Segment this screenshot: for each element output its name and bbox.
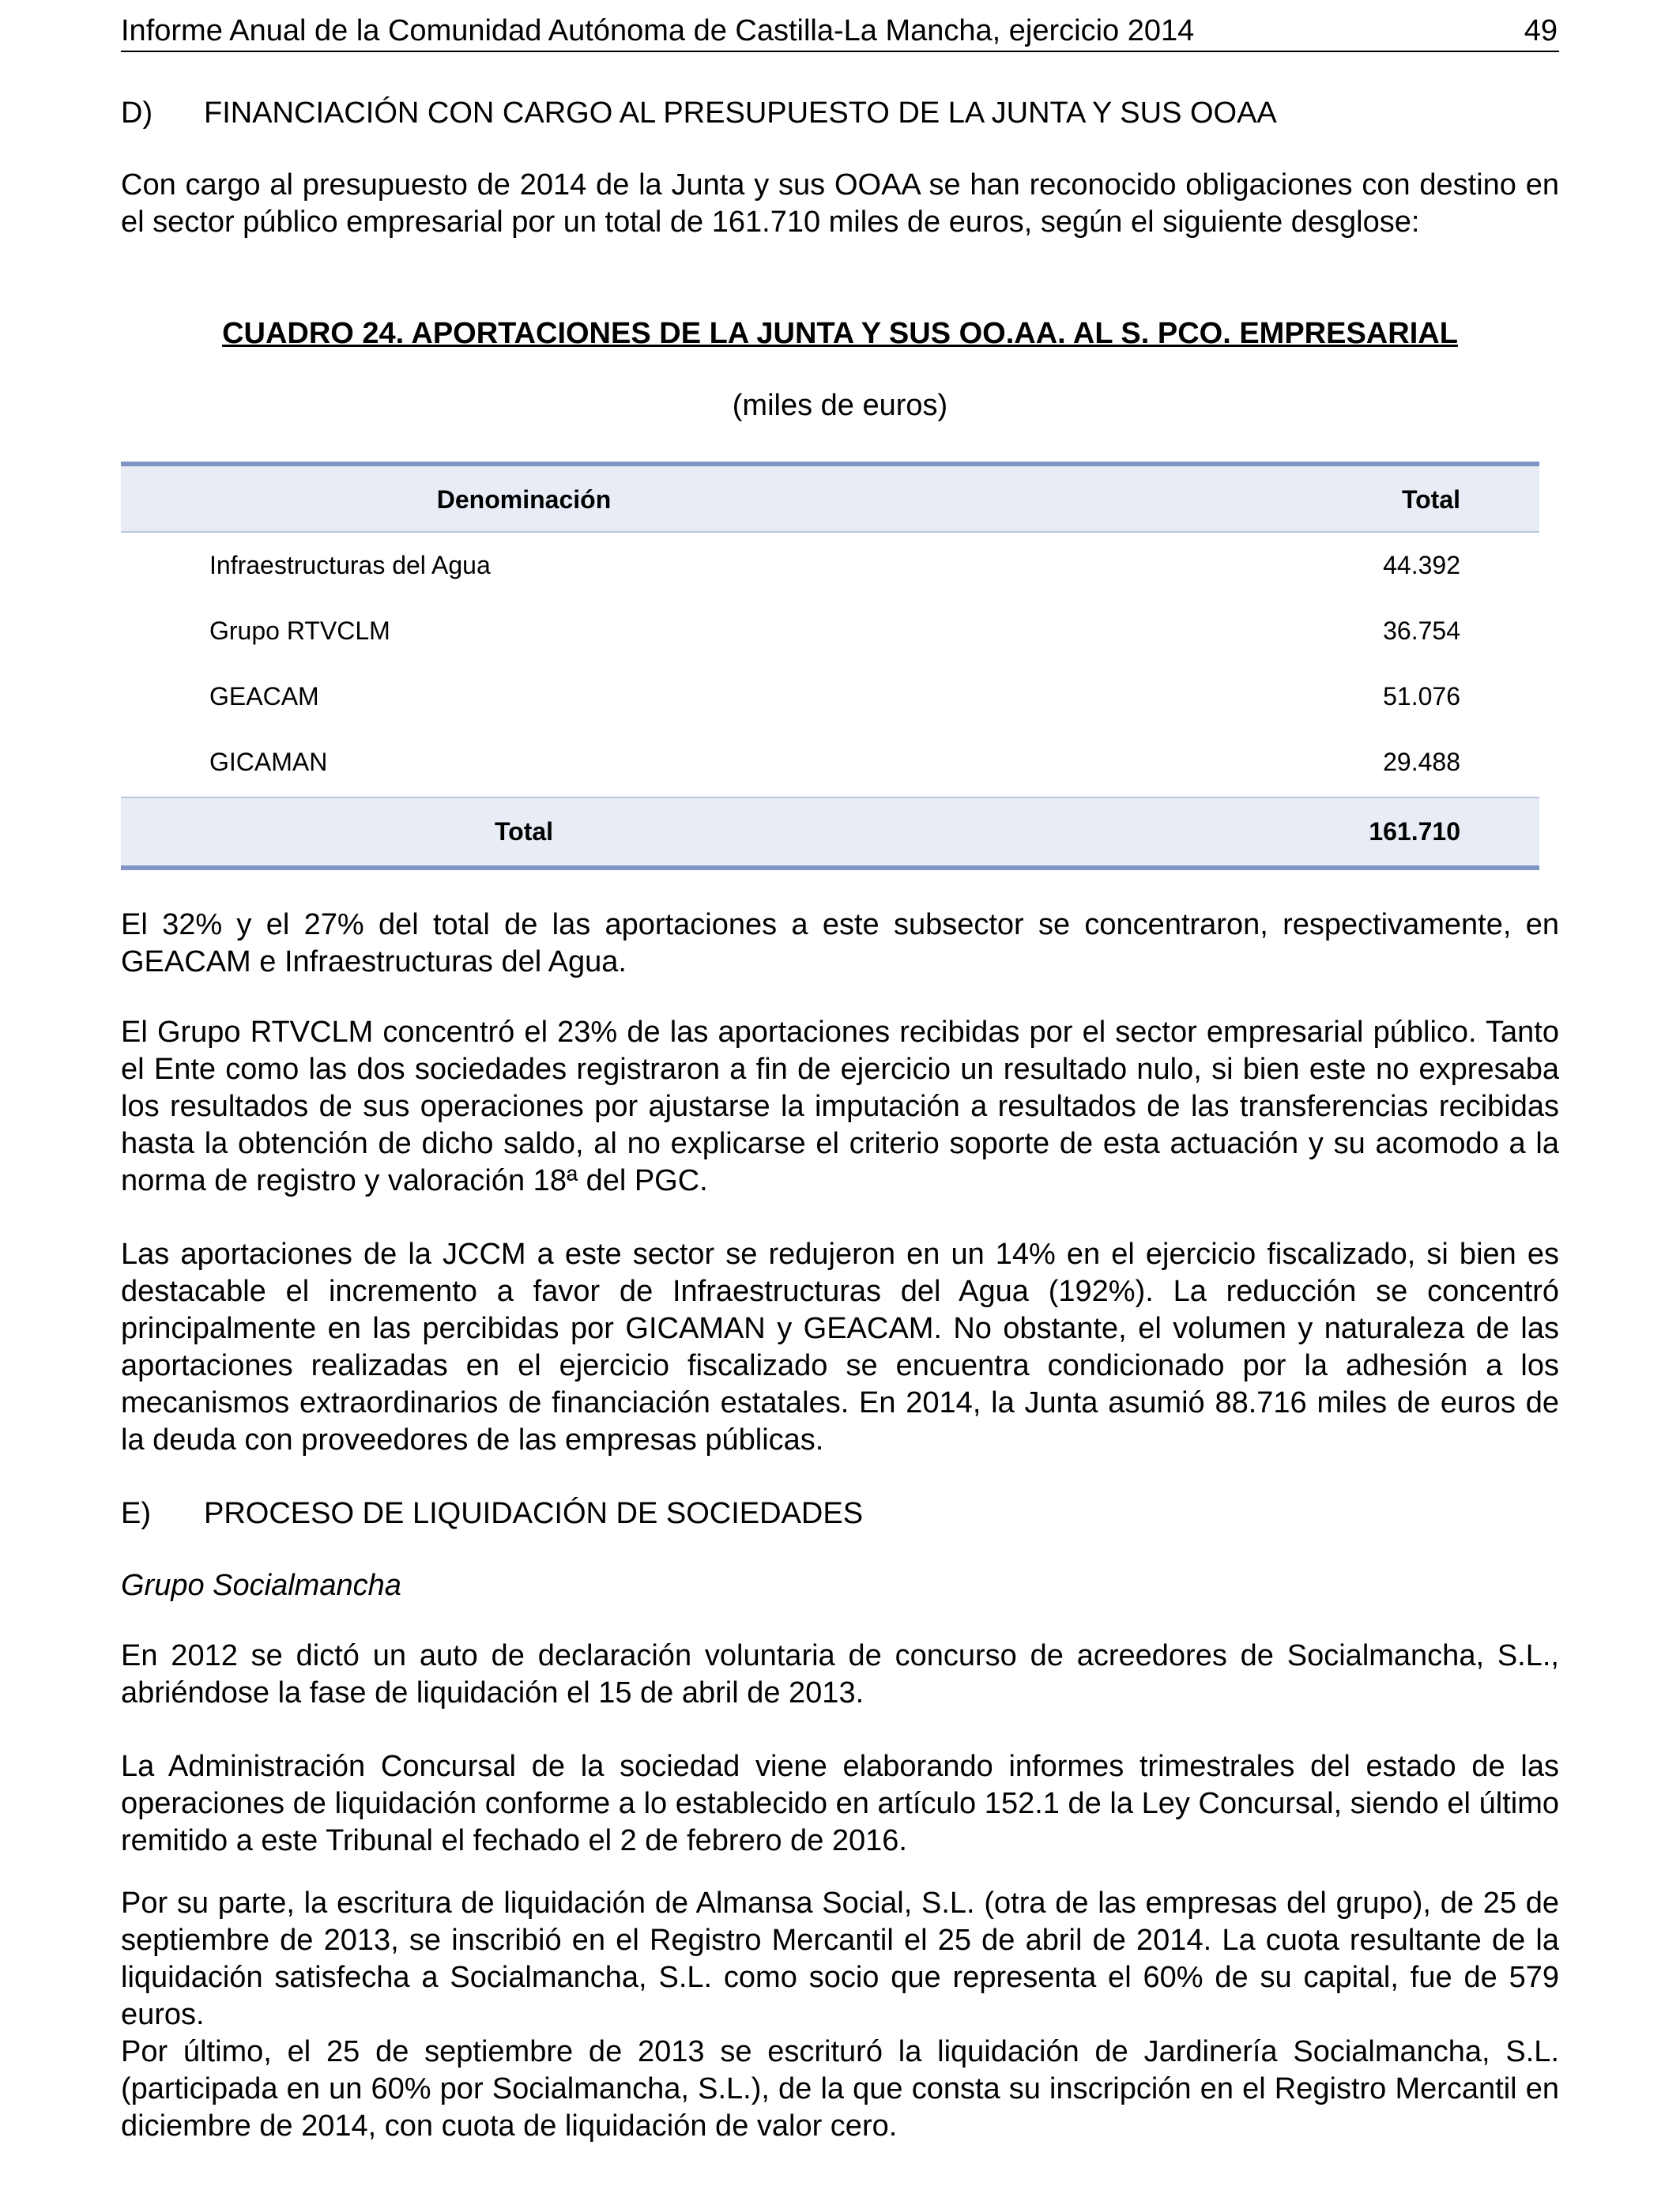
table-row [121,598,1539,664]
section-e-heading [121,1495,863,1532]
total-value: 161.710 [1369,817,1460,846]
col-header-total: Total [1401,485,1460,514]
table-header [121,462,1539,533]
table-row [121,729,1539,795]
row-value: 51.076 [1383,682,1460,711]
col-header-denominacion: Denominación [436,485,612,514]
paragraph: El 32% y el 27% del total de las aportaciones a este subsector se concentraron, respectivamente, en GEACAM e Infraestructuras del Agua. [121,908,1559,978]
row-value: 36.754 [1383,616,1460,645]
paragraph: La Administración Concursal de la sociedad viene elaborando informes trimestrales del estado de las operaciones de liquidación conforme a lo establecido en artículo 152.1 de la Ley Concursal, siendo el último remitido a este Tribunal el fechado el 2 de febrero de 2016. [121,1750,1559,1857]
section-e-title: PROCESO DE LIQUIDACIÓN DE SOCIEDADES [204,1497,864,1530]
section-d-heading [121,95,1277,132]
paragraph: Las aportaciones de la JCCM a este sector se redujeron en un 14% en el ejercicio fiscalizado, si bien es destacable el incremento a favor de Infraestructuras del Agua (192%). La reducción se concentró principalmente en las percibidas por GICAMAN y GEACAM. No obstante, el volumen y naturaleza de las aportaciones realizadas en el ejercicio fiscalizado se encuentra condicionado por la adhesión a los mecanismos extraordinarios de financiación estatales. En 2014, la Junta asumió 88.716 miles de euros de la deuda con proveedores de las empresas públicas. [121,1238,1559,1457]
header-title: Informe Anual de la Comunidad Autónoma de Castilla-La Mancha, ejercicio 2014 [121,14,1195,47]
section-e-letter: E) [121,1497,151,1530]
subheading-grupo-socialmancha: Grupo Socialmancha [121,1569,401,1602]
paragraph: Por su parte, la escritura de liquidación de Almansa Social, S.L. (otra de las empresas del grupo), de 25 de septiembre de 2013, se inscribió en el Registro Mercantil el 25 de abril de 2014. La cuota resultante de la liquidación satisfecha a Socialmancha, S.L. como socio que representa el 60% de su capital, fue de 579 euros. [121,1887,1559,2031]
running-header [121,11,1559,52]
row-name: GEACAM [209,682,319,711]
table-row [121,533,1539,598]
table-row [121,664,1539,729]
table-units: (miles de euros) [732,389,948,422]
section-d-title: FINANCIACIÓN CON CARGO AL PRESUPUESTO DE LA JUNTA Y SUS OOAA [204,96,1277,130]
section-d-intro: Con cargo al presupuesto de 2014 de la Junta y sus OOAA se han reconocido obligaciones con destino en el sector público empresarial por un total de 161.710 miles de euros, según el siguiente desglose: [121,168,1559,239]
section-d-letter: D) [121,96,153,130]
paragraph: En 2012 se dictó un auto de declaración voluntaria de concurso de acreedores de Socialmancha, S.L., abriéndose la fase de liquidación el 15 de abril de 2013. [121,1639,1559,1710]
row-name: GICAMAN [209,748,328,776]
row-value: 44.392 [1383,551,1460,579]
paragraph: Por último, el 25 de septiembre de 2013 se escrituró la liquidación de Jardinería Socialmancha, S.L. (participada en un 60% por Socialmancha, S.L.), de la que consta su inscripción en el Registro Mercantil en diciembre de 2014, con cuota de liquidación de valor cero. [121,2035,1559,2143]
page-number: 49 [1524,14,1558,47]
table-total-row [121,797,1539,870]
row-name: Grupo RTVCLM [209,616,390,645]
total-label: Total [494,817,554,846]
row-value: 29.488 [1383,748,1460,776]
row-name: Infraestructuras del Agua [209,551,491,579]
table-caption: CUADRO 24. APORTACIONES DE LA JUNTA Y SUS OO.AA. AL S. PCO. EMPRESARIAL [222,317,1458,350]
paragraph: El Grupo RTVCLM concentró el 23% de las aportaciones recibidas por el sector empresarial público. Tanto el Ente como las dos sociedades registraron a fin de ejercicio un resultado nulo, si bien este no expresaba los resultados de sus operaciones por ajustarse la imputación a resultados de las transferencias recibidas hasta la obtención de dicho saldo, al no explicarse el criterio soporte de esta actuación y su acomodo a la norma de registro y valoración 18ª del PGC. [121,1016,1559,1197]
